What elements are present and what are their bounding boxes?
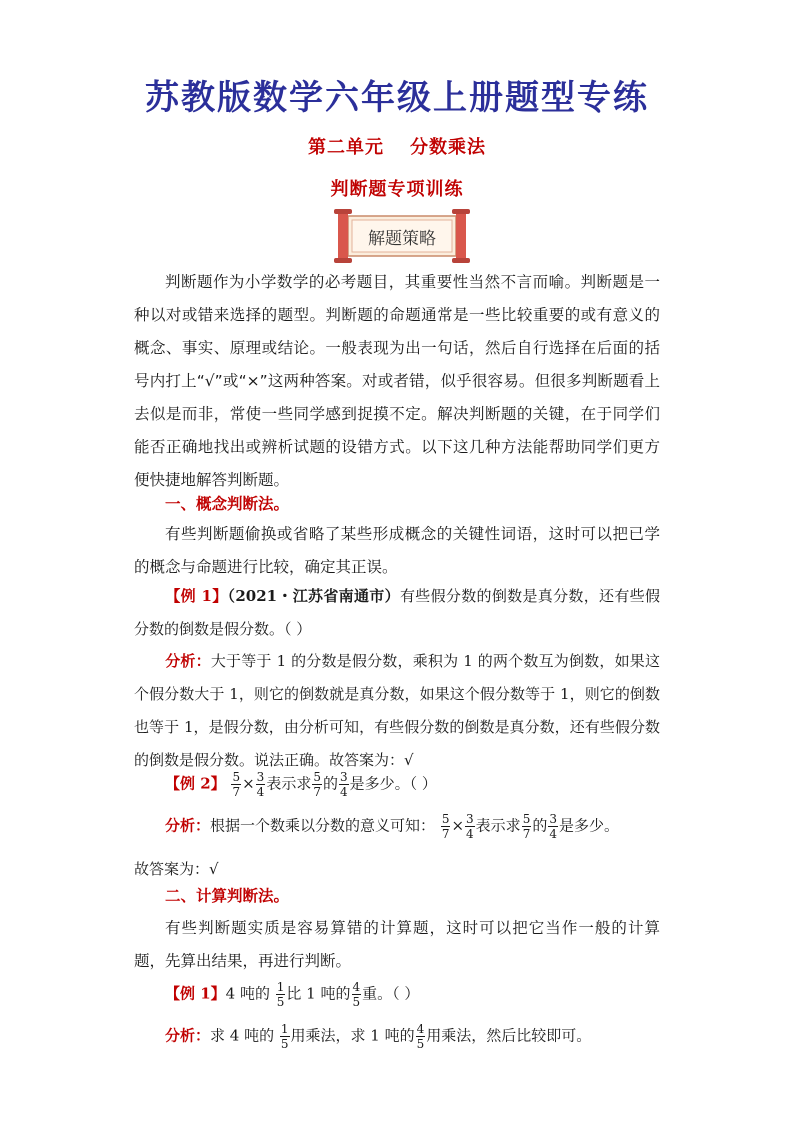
numerator: 4 xyxy=(352,980,361,994)
intro-line: 概念、事实、原理或结论。一般表现为出一句话，然后自行选择在后面的括 xyxy=(134,339,660,357)
numerator: 5 xyxy=(313,770,321,784)
denominator: 7 xyxy=(522,827,531,841)
analysis-text: 这个假分数大于 1，则它的倒数就是真分数，如果这个假分数等于 1，则它 xyxy=(134,652,660,703)
example-text: 有些假分数的倒数是真分数，还有些假 xyxy=(399,587,660,605)
fraction xyxy=(339,770,349,799)
analysis-text: 的 xyxy=(532,816,548,835)
analysis-label: 分析： xyxy=(165,652,211,670)
paragraph-line: 有些判断题实质是容易算错的计算题，这时可以把它当作一般的计算题， xyxy=(134,919,660,970)
example-1 xyxy=(134,580,660,646)
example-text: 是多少。（ ） xyxy=(349,774,437,793)
intro-line: 题看上去似是而非，常使一些同学感到捉摸不定。解决判断题的关键，在于 xyxy=(134,372,660,423)
example-source: （2021・江苏省南通市） xyxy=(227,587,400,605)
example-text: 重。（ ） xyxy=(362,984,420,1003)
paragraph-line: 先算出结果，再进行判断。 xyxy=(165,952,352,970)
analysis-text: 有些假分数的倒数是假分数。说法正确。故答案为：√ xyxy=(134,718,660,769)
fraction xyxy=(416,1022,426,1051)
paragraph-line: 的概念与命题进行比较，确定其正误。 xyxy=(134,558,398,576)
analysis-text: 是多少。 xyxy=(558,816,619,835)
numerator: 3 xyxy=(466,812,474,826)
analysis-1 xyxy=(134,645,660,777)
fraction xyxy=(276,980,286,1009)
analysis-2 xyxy=(134,812,619,841)
intro-line: 们更方便快捷地解答判断题。 xyxy=(134,438,660,489)
numerator: 5 xyxy=(441,812,450,826)
concept-paragraph xyxy=(134,518,660,584)
fraction xyxy=(352,980,362,1009)
fraction xyxy=(441,812,451,841)
analysis-text: 用乘法，然后比较即可。 xyxy=(426,1026,592,1045)
numerator: 1 xyxy=(280,1022,289,1036)
numerator: 3 xyxy=(256,770,265,784)
analysis-text: 大于等于 1 的分数是假分数，乘积为 1 的两个数互为倒数，如果 xyxy=(210,652,645,670)
intro-line: 同学们能否正确地找出或辨析试题的设错方式。以下这几种方法能帮助同学 xyxy=(134,405,660,456)
section-subtitle: 判断题专项训练 xyxy=(330,179,464,200)
intro-line: 号内打上“√”或“×”这两种答案。对或者错，似乎很容易。但很多判断 xyxy=(134,372,614,390)
scroll-banner-label: 解题策略 xyxy=(368,229,436,249)
analysis-2-answer: 故答案为：√ xyxy=(134,860,219,878)
times-sign: × xyxy=(242,774,255,793)
analysis-3 xyxy=(134,1022,591,1051)
denominator: 7 xyxy=(232,785,241,799)
numerator: 3 xyxy=(339,770,348,784)
fraction xyxy=(465,812,475,841)
times-sign: × xyxy=(451,816,465,835)
section-heading-concept: 一、概念判断法。 xyxy=(165,495,290,513)
analysis-label: 分析： xyxy=(165,1026,211,1045)
numerator: 3 xyxy=(549,812,557,826)
example-tag: 【例 1】 xyxy=(165,587,228,605)
analysis-text: 用乘法，求 1 吨的 xyxy=(290,1026,415,1045)
example-3 xyxy=(134,980,419,1009)
denominator: 4 xyxy=(256,785,265,799)
denominator: 5 xyxy=(280,1037,289,1051)
denominator: 5 xyxy=(276,995,285,1009)
fraction xyxy=(231,770,241,799)
denominator: 7 xyxy=(441,827,450,841)
paragraph-line: 有些判断题偷换或省略了某些形成概念的关键性词语，这时可以把已学 xyxy=(165,525,660,543)
unit-name: 分数乘法 xyxy=(410,137,486,158)
numerator: 5 xyxy=(522,812,531,826)
unit-heading xyxy=(0,133,794,159)
example-text: 的 xyxy=(322,774,338,793)
denominator: 5 xyxy=(416,1037,425,1051)
example-text: 4 吨的 xyxy=(225,984,270,1003)
fraction xyxy=(312,770,322,799)
intro-paragraph xyxy=(134,266,660,497)
example-2 xyxy=(134,770,437,799)
denominator: 4 xyxy=(466,827,474,841)
denominator: 4 xyxy=(339,785,348,799)
calculation-paragraph xyxy=(134,912,660,978)
fraction xyxy=(256,770,266,799)
denominator: 7 xyxy=(313,785,321,799)
numerator: 4 xyxy=(416,1022,425,1036)
example-text: 分数的倒数是假分数。（ ） xyxy=(134,620,312,638)
example-tag: 【例 2】 xyxy=(165,774,226,793)
unit-number: 第二单元 xyxy=(308,137,384,158)
fraction xyxy=(522,812,532,841)
document-title: 苏教版数学六年级上册题型专练 xyxy=(145,78,649,118)
example-text: 比 1 吨的 xyxy=(286,984,351,1003)
analysis-text: 的倒数也等于 1，是假分数，由分析可知，有些假分数的倒数是真分数，还 xyxy=(134,685,660,736)
example-tag: 【例 1】 xyxy=(165,984,226,1003)
intro-line: 种以对或错来选择的题型。判断题的命题通常是一些比较重要的或有意义的 xyxy=(134,306,660,324)
numerator: 1 xyxy=(276,980,285,994)
denominator: 4 xyxy=(549,827,557,841)
fraction xyxy=(280,1022,290,1051)
fraction xyxy=(548,812,558,841)
analysis-text: 表示求 xyxy=(475,816,521,835)
section-heading-calculation: 二、计算判断法。 xyxy=(165,887,290,905)
analysis-label: 分析： xyxy=(165,816,211,835)
intro-line: 判断题作为小学数学的必考题目，其重要性当然不言而喻。判断题是一 xyxy=(165,273,660,291)
analysis-text: 求 4 吨的 xyxy=(210,1026,275,1045)
numerator: 5 xyxy=(232,770,241,784)
denominator: 5 xyxy=(352,995,361,1009)
analysis-text: 根据一个数乘以分数的意义可知： xyxy=(210,816,436,835)
example-text: 表示求 xyxy=(266,774,312,793)
